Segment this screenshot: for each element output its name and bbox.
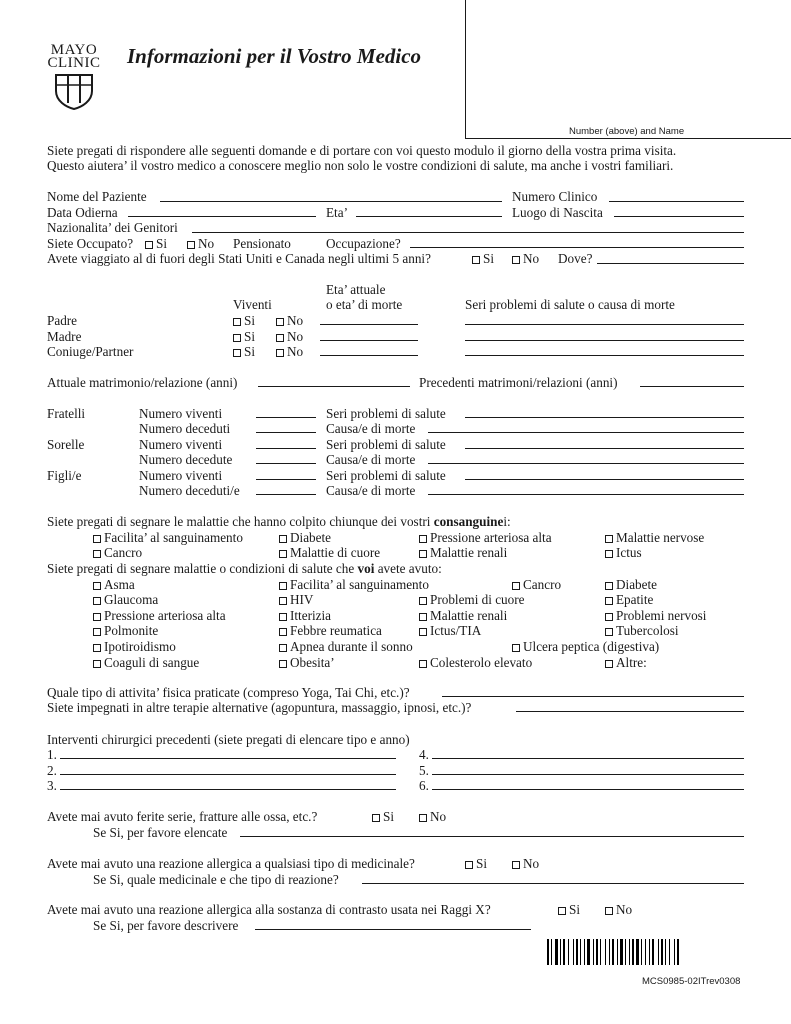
- personal-condition-label-0: Asma: [104, 577, 135, 592]
- personal-condition-checkbox-9[interactable]: [279, 608, 331, 624]
- sisters-problems-label: Seri problemi di salute: [326, 437, 446, 452]
- personal-condition-label-1: Facilita’ al sanguinamento: [290, 577, 429, 592]
- number-box-border: [465, 0, 466, 138]
- personal-condition-label-11: Problemi nervosi: [616, 608, 707, 623]
- personal-conditions-prompt: [47, 561, 442, 577]
- checkbox-icon: [279, 660, 287, 668]
- checkbox-icon: [419, 628, 427, 636]
- surgery-field-4[interactable]: [432, 758, 744, 759]
- checkbox-icon: [279, 628, 287, 636]
- surgery-number-6: 6.: [419, 778, 429, 793]
- checkbox-icon: [372, 814, 380, 822]
- checkbox-icon: [279, 613, 287, 621]
- age-field[interactable]: [356, 216, 502, 217]
- personal-condition-checkbox-3[interactable]: [605, 577, 657, 593]
- birthplace-field[interactable]: [614, 216, 744, 217]
- checkbox-icon: [279, 644, 287, 652]
- personal-condition-checkbox-7[interactable]: [605, 592, 653, 608]
- checkbox-icon: [279, 582, 287, 590]
- injuries-yes-checkbox[interactable]: [372, 809, 394, 825]
- current-marriage-field[interactable]: [258, 386, 410, 387]
- checkbox-icon: [233, 318, 241, 326]
- barcode-bar: [609, 939, 610, 965]
- prompt-bold: voi: [357, 561, 375, 576]
- checkbox-icon: [93, 660, 101, 668]
- intro-line-1: Siete pregati di rispondere alle seguenti domande e di portare con voi questo modulo il giorno della vostra prima visita.: [47, 143, 677, 158]
- checkbox-icon: [279, 550, 287, 558]
- children-cause-label: Causa/e di morte: [326, 483, 416, 498]
- barcode-bar: [551, 939, 552, 965]
- personal-condition-label-21: Colesterolo elevato: [430, 655, 533, 670]
- surgery-prompt: Interventi chirurgici precedenti (siete pregati di elencare tipo e anno): [47, 732, 410, 747]
- children-label: Figli/e: [47, 468, 82, 483]
- partner-age-field[interactable]: [320, 355, 418, 356]
- checkbox-icon: [605, 613, 613, 621]
- barcode-bar: [555, 939, 558, 965]
- personal-condition-checkbox-5[interactable]: [279, 592, 313, 608]
- checkbox-icon: [279, 535, 287, 543]
- allergy-contrast-no-checkbox[interactable]: [605, 902, 632, 918]
- sisters-cause-label: Causa/e di morte: [326, 452, 416, 467]
- checkbox-icon: [276, 318, 284, 326]
- injuries-field[interactable]: [240, 836, 744, 837]
- children-dead-label: Numero deceduti/e: [139, 483, 240, 498]
- checkbox-icon: [233, 349, 241, 357]
- personal-condition-checkbox-1[interactable]: [279, 577, 429, 593]
- personal-condition-checkbox-22[interactable]: [605, 655, 647, 671]
- barcode-bar: [665, 939, 666, 965]
- personal-condition-label-8: Pressione arteriosa alta: [104, 608, 226, 623]
- barcode-bar: [560, 939, 561, 965]
- clinic-number-label: Numero Clinico: [512, 189, 598, 204]
- allergy-medicine-no-checkbox[interactable]: [512, 856, 539, 872]
- other-conditions-field[interactable]: [682, 666, 744, 667]
- yes-label: Si: [476, 856, 487, 871]
- checkbox-icon: [472, 256, 480, 264]
- no-label: No: [616, 902, 633, 917]
- relative-condition-label-5: Malattie di cuore: [290, 545, 381, 560]
- checkbox-icon: [605, 907, 613, 915]
- children-alive-field[interactable]: [256, 479, 316, 480]
- brothers-cause-label: Causa/e di morte: [326, 421, 416, 436]
- mother-age-field[interactable]: [320, 340, 418, 341]
- sisters-dead-label: Numero decedute: [139, 452, 233, 467]
- checkbox-icon: [605, 597, 613, 605]
- barcode-bar: [652, 939, 654, 965]
- relative-condition-label-7: Ictus: [616, 545, 642, 560]
- no-label: No: [198, 236, 215, 251]
- relative-condition-checkbox-1[interactable]: [279, 530, 331, 546]
- col-problems-header: Seri problemi di salute o causa di morte: [465, 297, 675, 312]
- checkbox-icon: [93, 535, 101, 543]
- surgery-number-2: 2.: [47, 763, 57, 778]
- checkbox-icon: [512, 861, 520, 869]
- checkbox-icon: [605, 660, 613, 668]
- logo-text: MAYO CLINIC: [47, 42, 101, 71]
- prompt-bold: consanguine: [433, 514, 504, 529]
- personal-condition-label-2: Cancro: [523, 577, 562, 592]
- relative-condition-label-1: Diabete: [290, 530, 332, 545]
- checkbox-icon: [187, 241, 195, 249]
- relative-condition-checkbox-4[interactable]: [93, 545, 142, 561]
- checkbox-icon: [605, 535, 613, 543]
- personal-condition-label-4: Glaucoma: [104, 592, 159, 607]
- barcode-bar: [625, 939, 626, 965]
- alternative-therapy-field[interactable]: [516, 711, 744, 712]
- checkbox-icon: [419, 660, 427, 668]
- relative-condition-checkbox-5[interactable]: [279, 545, 380, 561]
- no-label: No: [523, 251, 540, 266]
- no-label: No: [523, 856, 540, 871]
- checkbox-icon: [512, 582, 520, 590]
- personal-condition-label-15: Tubercolosi: [616, 623, 679, 638]
- checkbox-icon: [512, 644, 520, 652]
- barcode: [547, 939, 744, 965]
- barcode-bar: [576, 939, 578, 965]
- row-label-partner: Coniuge/Partner: [47, 344, 134, 359]
- sisters-dead-field[interactable]: [256, 463, 316, 464]
- travel-question: Avete viaggiato al di fuori degli Stati Uniti e Canada negli ultimi 5 anni?: [47, 251, 431, 266]
- yes-label: Si: [156, 236, 167, 251]
- no-label: No: [287, 329, 304, 344]
- personal-condition-label-7: Epatite: [616, 592, 654, 607]
- yes-label: Si: [569, 902, 580, 917]
- mother-problems-field[interactable]: [465, 340, 744, 341]
- travel-yes-checkbox[interactable]: [472, 251, 494, 267]
- barcode-bar: [573, 939, 574, 965]
- personal-condition-checkbox-13[interactable]: [279, 623, 382, 639]
- birthplace-label: Luogo di Nascita: [512, 205, 603, 220]
- date-field[interactable]: [128, 216, 316, 217]
- physical-activity-question: Quale tipo di attivita’ fisica praticate (compreso Yoga, Tai Chi, etc.)?: [47, 685, 410, 700]
- barcode-bar: [674, 939, 675, 965]
- relative-condition-checkbox-0[interactable]: [93, 530, 243, 546]
- personal-condition-label-9: Itterizia: [290, 608, 331, 623]
- brothers-cause-field[interactable]: [428, 432, 744, 433]
- checkbox-icon: [276, 349, 284, 357]
- barcode-bar: [658, 939, 659, 965]
- checkbox-icon: [93, 628, 101, 636]
- barcode-bar: [600, 939, 601, 965]
- yes-label: Si: [244, 344, 255, 359]
- clinic-number-field[interactable]: [609, 201, 744, 202]
- date-label: Data Odierna: [47, 205, 118, 220]
- injuries-question: Avete mai avuto ferite serie, fratture alle ossa, etc.?: [47, 809, 318, 824]
- personal-condition-checkbox-2[interactable]: [512, 577, 561, 593]
- number-box-caption: Number (above) and Name: [569, 126, 685, 137]
- barcode-bar: [580, 939, 581, 965]
- yes-label: Si: [383, 809, 394, 824]
- checkbox-icon: [558, 907, 566, 915]
- col-age-header-1: Eta’ attuale: [326, 282, 386, 297]
- sisters-cause-field[interactable]: [428, 463, 744, 464]
- checkbox-icon: [276, 334, 284, 342]
- personal-condition-checkbox-19[interactable]: [93, 655, 199, 671]
- relative-condition-checkbox-2[interactable]: [419, 530, 552, 546]
- personal-condition-checkbox-0[interactable]: [93, 577, 135, 593]
- col-age-header-2: o eta’ di morte: [326, 297, 403, 312]
- checkbox-icon: [93, 613, 101, 621]
- surgery-field-6[interactable]: [432, 789, 744, 790]
- checkbox-icon: [419, 613, 427, 621]
- brothers-alive-field[interactable]: [256, 417, 316, 418]
- checkbox-icon: [145, 241, 153, 249]
- prompt-text: Siete pregati di segnare malattie o condizioni di salute che: [47, 561, 358, 576]
- where-label: Dove?: [558, 251, 593, 266]
- no-label: No: [430, 809, 447, 824]
- barcode-bar: [632, 939, 634, 965]
- checkbox-icon: [93, 550, 101, 558]
- yes-label: Si: [483, 251, 494, 266]
- prompt-text-end: avete avuto:: [374, 561, 442, 576]
- barcode-bar: [617, 939, 618, 965]
- barcode-bar: [669, 939, 670, 965]
- personal-condition-label-5: HIV: [290, 592, 314, 607]
- partner-problems-field[interactable]: [465, 355, 744, 356]
- barcode-bar: [612, 939, 614, 965]
- yes-label: Si: [244, 329, 255, 344]
- personal-condition-label-18: Ulcera peptica (digestiva): [523, 639, 660, 654]
- travel-no-checkbox[interactable]: [512, 251, 539, 267]
- barcode-bar: [563, 939, 565, 965]
- barcode-bar: [649, 939, 650, 965]
- personal-condition-checkbox-18[interactable]: [512, 639, 659, 655]
- current-marriage-label: Attuale matrimonio/relazione (anni): [47, 375, 238, 390]
- barcode-bar: [596, 939, 598, 965]
- checkbox-icon: [93, 597, 101, 605]
- checkbox-icon: [419, 814, 427, 822]
- barcode-bar: [620, 939, 623, 965]
- row-label-mother: Madre: [47, 329, 82, 344]
- brothers-dead-field[interactable]: [256, 432, 316, 433]
- personal-condition-checkbox-21[interactable]: [419, 655, 532, 671]
- checkbox-icon: [605, 628, 613, 636]
- where-field[interactable]: [597, 263, 744, 264]
- barcode-bar: [636, 939, 639, 965]
- relative-condition-label-3: Malattie nervose: [616, 530, 705, 545]
- personal-condition-label-3: Diabete: [616, 577, 658, 592]
- allergy-contrast-question: Avete mai avuto una reazione allergica alla sostanza di contrasto usata nei Raggi X?: [47, 902, 491, 917]
- personal-condition-label-14: Ictus/TIA: [430, 623, 482, 638]
- sisters-alive-field[interactable]: [256, 448, 316, 449]
- injuries-no-checkbox[interactable]: [419, 809, 446, 825]
- father-no-checkbox[interactable]: [276, 313, 303, 329]
- employed-label: Siete Occupato?: [47, 236, 134, 251]
- barcode-bar: [677, 939, 679, 965]
- employed-no-checkbox[interactable]: [187, 236, 214, 252]
- alternative-therapy-question: Siete impegnati in altre terapie alternative (agopuntura, massaggio, ipnosi, etc.)?: [47, 700, 472, 715]
- previous-marriage-label: Precedenti matrimoni/relazioni (anni): [419, 375, 618, 390]
- page-title: Informazioni per il Vostro Medico: [127, 44, 422, 68]
- sisters-alive-label: Numero viventi: [139, 437, 223, 452]
- personal-condition-label-6: Problemi di cuore: [430, 592, 525, 607]
- barcode-bar: [641, 939, 642, 965]
- occupation-field[interactable]: [410, 247, 744, 248]
- blood-relatives-prompt: [47, 514, 511, 530]
- no-label: No: [287, 344, 304, 359]
- partner-no-checkbox[interactable]: [276, 344, 303, 360]
- relative-condition-label-4: Cancro: [104, 545, 143, 560]
- employed-yes-checkbox[interactable]: [145, 236, 167, 252]
- personal-condition-label-17: Apnea durante il sonno: [290, 639, 413, 654]
- barcode-bar: [645, 939, 646, 965]
- barcode-bar: [568, 939, 569, 965]
- sisters-problems-field[interactable]: [465, 448, 744, 449]
- checkbox-icon: [419, 597, 427, 605]
- prompt-text: Siete pregati di segnare le malattie che hanno colpito chiunque dei vostri: [47, 514, 434, 529]
- barcode-bar: [584, 939, 585, 965]
- barcode-bar: [547, 939, 549, 965]
- mother-yes-checkbox[interactable]: [233, 329, 255, 345]
- barcode-bar: [587, 939, 590, 965]
- col-alive-header: Viventi: [233, 297, 272, 312]
- partner-yes-checkbox[interactable]: [233, 344, 255, 360]
- row-label-father: Padre: [47, 313, 78, 328]
- personal-condition-label-10: Malattie renali: [430, 608, 508, 623]
- allergy-medicine-field[interactable]: [362, 883, 744, 884]
- previous-marriage-field[interactable]: [640, 386, 744, 387]
- patient-name-field[interactable]: [160, 201, 502, 202]
- patient-name-label: Nome del Paziente: [47, 189, 147, 204]
- surgery-number-3: 3.: [47, 778, 57, 793]
- personal-condition-label-16: Ipotiroidismo: [104, 639, 176, 654]
- retired-label: Pensionato: [233, 236, 291, 251]
- surgery-field-1[interactable]: [60, 758, 396, 759]
- injuries-followup: Se Si, per favore elencate: [93, 825, 228, 840]
- personal-condition-label-12: Polmonite: [104, 623, 159, 638]
- checkbox-icon: [419, 535, 427, 543]
- checkbox-icon: [465, 861, 473, 869]
- personal-condition-label-20: Obesita’: [290, 655, 335, 670]
- checkbox-icon: [93, 644, 101, 652]
- allergy-contrast-followup: Se Si, per favore descrivere: [93, 918, 239, 933]
- surgery-number-5: 5.: [419, 763, 429, 778]
- children-problems-label: Seri problemi di salute: [326, 468, 446, 483]
- personal-condition-checkbox-10[interactable]: [419, 608, 507, 624]
- brothers-label: Fratelli: [47, 406, 86, 421]
- relative-condition-checkbox-7[interactable]: [605, 545, 642, 561]
- barcode-bar: [593, 939, 594, 965]
- personal-condition-checkbox-6[interactable]: [419, 592, 525, 608]
- form-code: MCS0985-02ITrev0308: [642, 976, 741, 987]
- prompt-text-end: i:: [503, 514, 511, 529]
- personal-condition-label-13: Febbre reumatica: [290, 623, 382, 638]
- children-problems-field[interactable]: [465, 479, 744, 480]
- children-cause-field[interactable]: [428, 494, 744, 495]
- checkbox-icon: [512, 256, 520, 264]
- father-yes-checkbox[interactable]: [233, 313, 255, 329]
- personal-condition-label-19: Coaguli di sangue: [104, 655, 200, 670]
- relative-condition-checkbox-6[interactable]: [419, 545, 507, 561]
- relative-condition-checkbox-3[interactable]: [605, 530, 704, 546]
- sisters-label: Sorelle: [47, 437, 85, 452]
- relative-condition-label-2: Pressione arteriosa alta: [430, 530, 552, 545]
- barcode-bar: [605, 939, 606, 965]
- checkbox-icon: [605, 550, 613, 558]
- surgery-field-3[interactable]: [60, 789, 396, 790]
- yes-label: Si: [244, 313, 255, 328]
- surgery-number-1: 1.: [47, 747, 57, 762]
- allergy-medicine-question: Avete mai avuto una reazione allergica a qualsiasi tipo di medicinale?: [47, 856, 415, 871]
- allergy-contrast-field[interactable]: [255, 929, 531, 930]
- age-label: Eta’: [326, 205, 348, 220]
- allergy-medicine-yes-checkbox[interactable]: [465, 856, 487, 872]
- children-dead-field[interactable]: [256, 494, 316, 495]
- mother-no-checkbox[interactable]: [276, 329, 303, 345]
- personal-condition-checkbox-14[interactable]: [419, 623, 481, 639]
- shield-icon: [52, 73, 96, 111]
- personal-condition-checkbox-20[interactable]: [279, 655, 335, 671]
- personal-condition-checkbox-15[interactable]: [605, 623, 679, 639]
- intro-line-2: Questo aiutera’ il vostro medico a conoscere meglio non solo le vostre condizioni di salute, ma anche i vostri familiari.: [47, 158, 674, 173]
- brothers-alive-label: Numero viventi: [139, 406, 223, 421]
- allergy-contrast-yes-checkbox[interactable]: [558, 902, 580, 918]
- father-problems-field[interactable]: [465, 324, 744, 325]
- personal-condition-checkbox-16[interactable]: [93, 639, 176, 655]
- personal-condition-label-22: Altre:: [616, 655, 647, 670]
- checkbox-icon: [419, 550, 427, 558]
- personal-condition-checkbox-11[interactable]: [605, 608, 706, 624]
- checkbox-icon: [605, 582, 613, 590]
- children-alive-label: Numero viventi: [139, 468, 223, 483]
- checkbox-icon: [279, 597, 287, 605]
- brothers-problems-label: Seri problemi di salute: [326, 406, 446, 421]
- father-age-field[interactable]: [320, 324, 418, 325]
- relative-condition-label-6: Malattie renali: [430, 545, 508, 560]
- barcode-bar: [661, 939, 663, 965]
- no-label: No: [287, 313, 304, 328]
- nationality-label: Nazionalita’ dei Genitori: [47, 220, 178, 235]
- mayo-clinic-logo: [44, 44, 104, 111]
- checkbox-icon: [233, 334, 241, 342]
- personal-condition-checkbox-17[interactable]: [279, 639, 413, 655]
- relative-condition-label-0: Facilita’ al sanguinamento: [104, 530, 243, 545]
- physical-activity-field[interactable]: [442, 696, 744, 697]
- allergy-medicine-followup: Se Si, quale medicinale e che tipo di reazione?: [93, 872, 339, 887]
- surgery-field-2[interactable]: [60, 774, 396, 775]
- personal-condition-checkbox-12[interactable]: [93, 623, 158, 639]
- brothers-dead-label: Numero deceduti: [139, 421, 231, 436]
- surgery-number-4: 4.: [419, 747, 429, 762]
- number-box-bottom: [465, 138, 791, 139]
- barcode-bar: [629, 939, 630, 965]
- personal-condition-checkbox-4[interactable]: [93, 592, 158, 608]
- checkbox-icon: [93, 582, 101, 590]
- occupation-label: Occupazione?: [326, 236, 401, 251]
- personal-condition-checkbox-8[interactable]: [93, 608, 226, 624]
- surgery-field-5[interactable]: [432, 774, 744, 775]
- brothers-problems-field[interactable]: [465, 417, 744, 418]
- nationality-field[interactable]: [192, 232, 744, 233]
